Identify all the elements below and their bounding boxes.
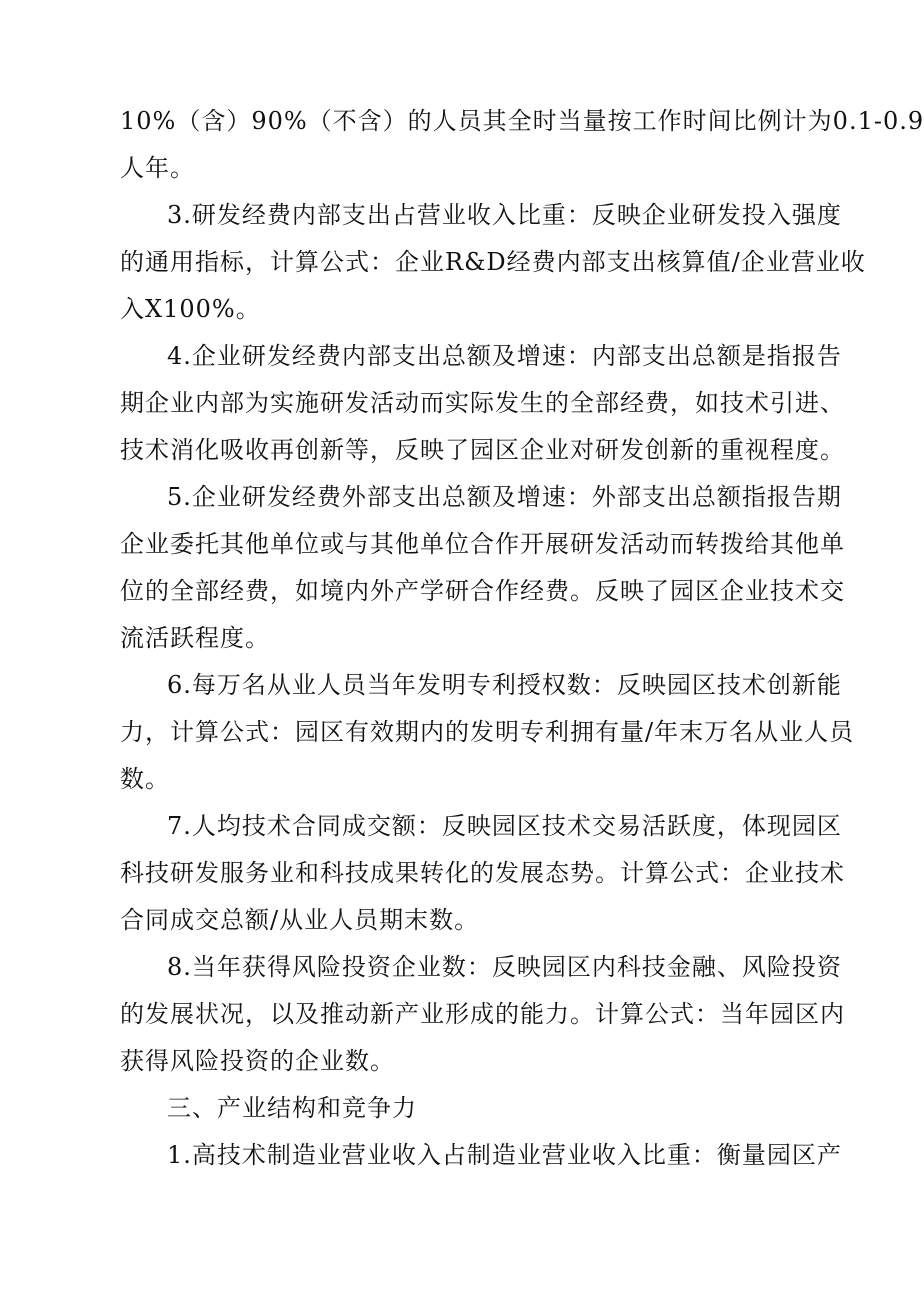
text-line: 技术消化吸收再创新等，反映了园区企业对研发创新的重视程度。: [120, 436, 845, 464]
text-line: 入X100%。: [120, 295, 261, 323]
paragraph-8-heading-line: 8.当年获得风险投资企业数：反映园区内科技金融、风险投资: [167, 953, 842, 981]
paragraph-1-heading-line: 1.高技术制造业营业收入占制造业营业收入比重：衡量园区产: [167, 1141, 842, 1169]
text-line: 合同成交总额/从业人员期末数。: [120, 906, 480, 934]
paragraph-4-heading-line: 4.企业研发经费内部支出总额及增速：内部支出总额是指报告: [167, 342, 842, 370]
text-line: 10%（含）90%（不含）的人员其全时当量按工作时间比例计为0.1-0.9: [120, 107, 924, 135]
text-line: 科技研发服务业和科技成果转化的发展态势。计算公式：企业技术: [120, 859, 845, 887]
paragraph-5-heading-line: 5.企业研发经费外部支出总额及增速：外部支出总额指报告期: [167, 483, 842, 511]
text-line: 的通用指标，计算公式：企业R&D经费内部支出核算值/企业营业收: [120, 248, 866, 276]
text-line: 数。: [120, 765, 170, 793]
section-heading: 三、产业结构和竞争力: [167, 1094, 417, 1122]
text-line: 人年。: [120, 154, 195, 182]
text-line: 期企业内部为实施研发活动而实际发生的全部经费，如技术引进、: [120, 389, 845, 417]
text-line: 企业委托其他单位或与其他单位合作开展研发活动而转拨给其他单: [120, 530, 845, 558]
text-line: 力，计算公式：园区有效期内的发明专利拥有量/年末万名从业人员: [120, 718, 855, 746]
text-line: 流活跃程度。: [120, 624, 270, 652]
text-line: 获得风险投资的企业数。: [120, 1047, 395, 1075]
paragraph-7-heading-line: 7.人均技术合同成交额：反映园区技术交易活跃度，体现园区: [167, 812, 842, 840]
paragraph-6-heading-line: 6.每万名从业人员当年发明专利授权数：反映园区技术创新能: [167, 671, 842, 699]
paragraph-3-heading-line: 3.研发经费内部支出占营业收入比重：反映企业研发投入强度: [167, 201, 842, 229]
text-line: 的发展状况，以及推动新产业形成的能力。计算公式：当年园区内: [120, 1000, 845, 1028]
text-line: 位的全部经费，如境内外产学研合作经费。反映了园区企业技术交: [120, 577, 845, 605]
